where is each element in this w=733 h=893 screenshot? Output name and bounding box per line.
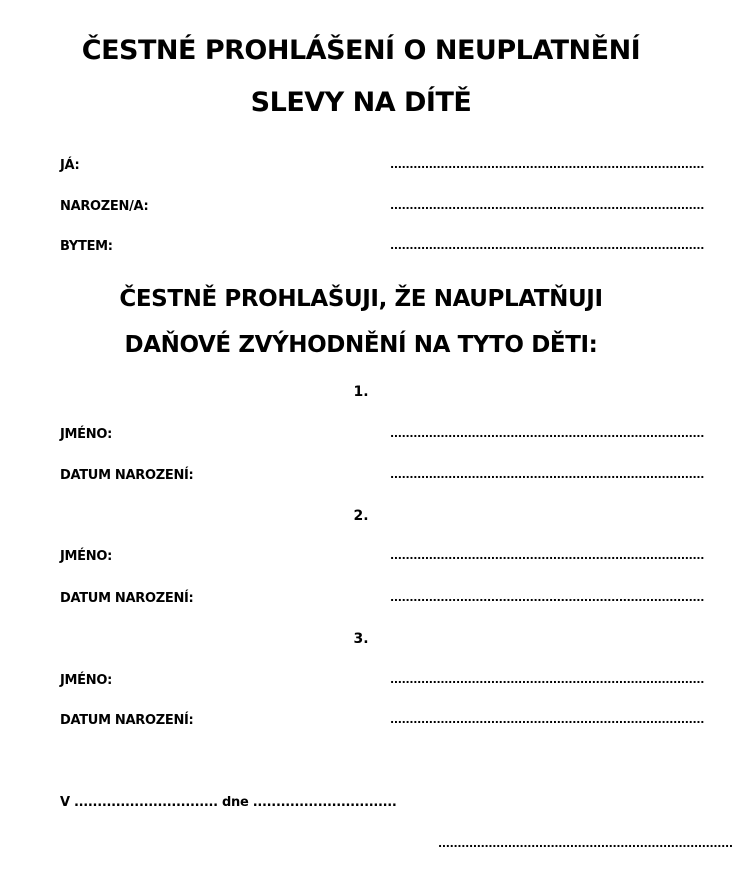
title-line-2: SLEVY NA DÍTĚ [250,87,472,118]
child-1-birth-label: DATUM NAROZENÍ: [60,468,194,483]
child-2-birth-field[interactable]: ................................................................................. [390,591,705,604]
date-field[interactable]: ............................... [252,795,397,810]
declaration-line-1: ČESTNĚ PROHLAŠUJI, ŽE NAUPLATŇUJI [119,286,603,312]
bytem-label: BYTEM: [60,239,113,254]
narozen-label: NAROZEN/A: [60,199,149,214]
child-1-number: 1. [353,384,369,400]
child-3-birth-field[interactable]: ................................................................................. [390,713,705,726]
child-3-birth-label: DATUM NAROZENÍ: [60,713,194,728]
place-prefix: V [60,795,70,810]
child-2-number: 2. [353,508,369,524]
child-3-name-label: JMÉNO: [60,673,112,688]
child-1-name-field[interactable]: ................................................................................. [390,427,705,440]
date-word: dne [222,795,249,810]
child-2-birth-label: DATUM NAROZENÍ: [60,591,194,606]
ja-field[interactable]: ................................................................................. [390,158,705,171]
child-3-number: 3. [353,631,369,647]
title-line-1: ČESTNÉ PROHLÁŠENÍ O NEUPLATNĚNÍ [81,35,641,66]
narozen-field[interactable]: ................................................................................. [390,199,705,212]
ja-label: JÁ: [60,158,80,173]
child-2-name-field[interactable]: ................................................................................. [390,549,705,562]
child-2-name-label: JMÉNO: [60,549,112,564]
bytem-field[interactable]: ................................................................................. [390,239,705,252]
child-1-birth-field[interactable]: ................................................................................. [390,468,705,481]
place-field[interactable]: ............................... [74,795,218,810]
place-date-line [60,795,397,810]
signature-field[interactable]: ............................................................................ [438,837,733,850]
child-3-name-field[interactable]: ................................................................................. [390,673,705,686]
child-1-name-label: JMÉNO: [60,427,112,442]
document-title [0,37,722,141]
declaration-heading [0,288,722,380]
declaration-line-2: DAŇOVÉ ZVÝHODNĚNÍ NA TYTO DĚTI: [124,332,598,358]
